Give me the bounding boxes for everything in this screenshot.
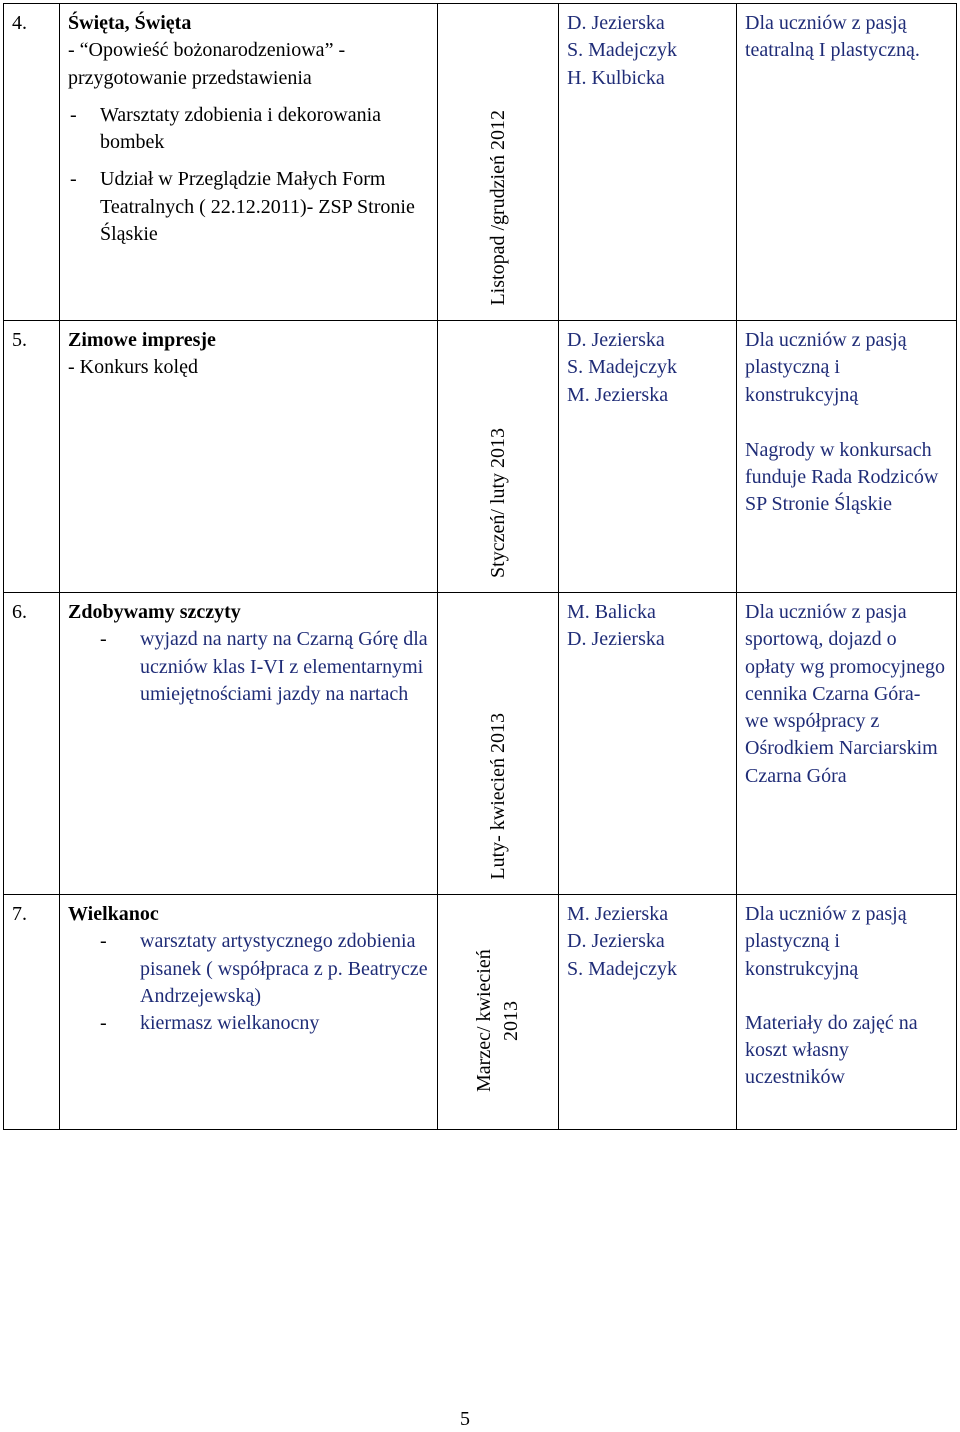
table-row [4, 321, 957, 593]
notes-text: Nagrody w konkursach funduje Rada Rodziców SP Stronie Śląskie [745, 438, 939, 516]
notes-text: Dla uczniów z pasją plastyczną i konstrukcyjną [745, 903, 907, 980]
notes-cell [737, 895, 957, 1130]
term-cell [438, 321, 559, 593]
term-text: Listopad /grudzień 2012 [486, 110, 509, 306]
term-cell [438, 895, 559, 1130]
responsible-person: H. Kulbicka [567, 66, 665, 89]
activity-item: - warsztaty artystycznego zdobienia pisanek ( współpraca z p. Beatrycze Andrzejewską) [100, 930, 428, 1007]
notes-text: Dla uczniów z pasją teatralną I plastyczną. [745, 12, 920, 62]
notes-cell [737, 4, 957, 321]
term-cell [438, 4, 559, 321]
term-cell [438, 593, 559, 895]
responsible-person: D. Jezierska [567, 329, 665, 351]
activity-line: przygotowanie przedstawienia [68, 66, 312, 89]
notes-text: Materiały do zajęć na koszt własny uczestników [745, 1011, 918, 1089]
activity-item: - wyjazd na narty na Czarną Górę dla uczniów klas I-VI z elementarnymi umiejętnościami jazdy na nartach [100, 628, 428, 705]
row-number: 7. [4, 895, 60, 1130]
activity-title: Święta, Święta [68, 12, 192, 34]
activity-cell [60, 593, 438, 895]
responsible-person: M. Jezierska [567, 383, 669, 406]
activity-plan-table [3, 3, 957, 1130]
activity-title: Wielkanoc [68, 903, 159, 925]
notes-text: Dla uczniów z pasją plastyczną i konstrukcyjną [745, 329, 907, 406]
activity-item: - Udział w Przeglądzie Małych Form Teatralnych ( 22.12.2011)- ZSP Stronie Śląskie [70, 168, 415, 246]
responsible-cell [559, 593, 737, 895]
activity-line: - “Opowieść bożonarodzeniowa” - [68, 39, 346, 62]
activity-cell [60, 895, 438, 1130]
responsible-cell [559, 321, 737, 593]
row-number: 4. [4, 4, 60, 321]
table-row [4, 593, 957, 895]
responsible-cell [559, 4, 737, 321]
activity-item: - Warsztaty zdobienia i dekorowania bombek [70, 103, 382, 154]
term-text: Styczeń/ luty 2013 [486, 428, 509, 578]
row-number: 5. [4, 321, 60, 593]
row-number: 6. [4, 593, 60, 895]
responsible-person: D. Jezierska [567, 12, 665, 34]
responsible-person: S. Madejczyk [567, 39, 677, 62]
notes-cell [737, 321, 957, 593]
activity-title: Zimowe impresje [68, 329, 216, 351]
term-text: Marzec/ kwiecień 2013 [473, 949, 522, 1093]
activity-line: - Konkurs kolęd [68, 356, 198, 379]
responsible-person: S. Madejczyk [567, 957, 677, 980]
responsible-person: M. Jezierska [567, 903, 669, 925]
responsible-person: D. Jezierska [567, 930, 665, 953]
table-row [4, 4, 957, 321]
term-text: Luty- kwiecień 2013 [486, 713, 509, 880]
responsible-cell [559, 895, 737, 1130]
responsible-person: S. Madejczyk [567, 356, 677, 379]
notes-text: Dla uczniów z pasja sportową, dojazd o opłaty wg promocyjnego cennika Czarna Góra- we współpracy z Ośrodkiem Narciarskim Czarna Góra [745, 601, 945, 787]
notes-cell [737, 593, 957, 895]
table-row [4, 895, 957, 1130]
responsible-person: M. Balicka [567, 601, 656, 623]
activity-cell [60, 4, 438, 321]
responsible-person: D. Jezierska [567, 628, 665, 651]
activity-item: - kiermasz wielkanocny [100, 1012, 320, 1035]
page-number: 5 [460, 1408, 470, 1430]
activity-cell [60, 321, 438, 593]
activity-title: Zdobywamy szczyty [68, 601, 241, 623]
